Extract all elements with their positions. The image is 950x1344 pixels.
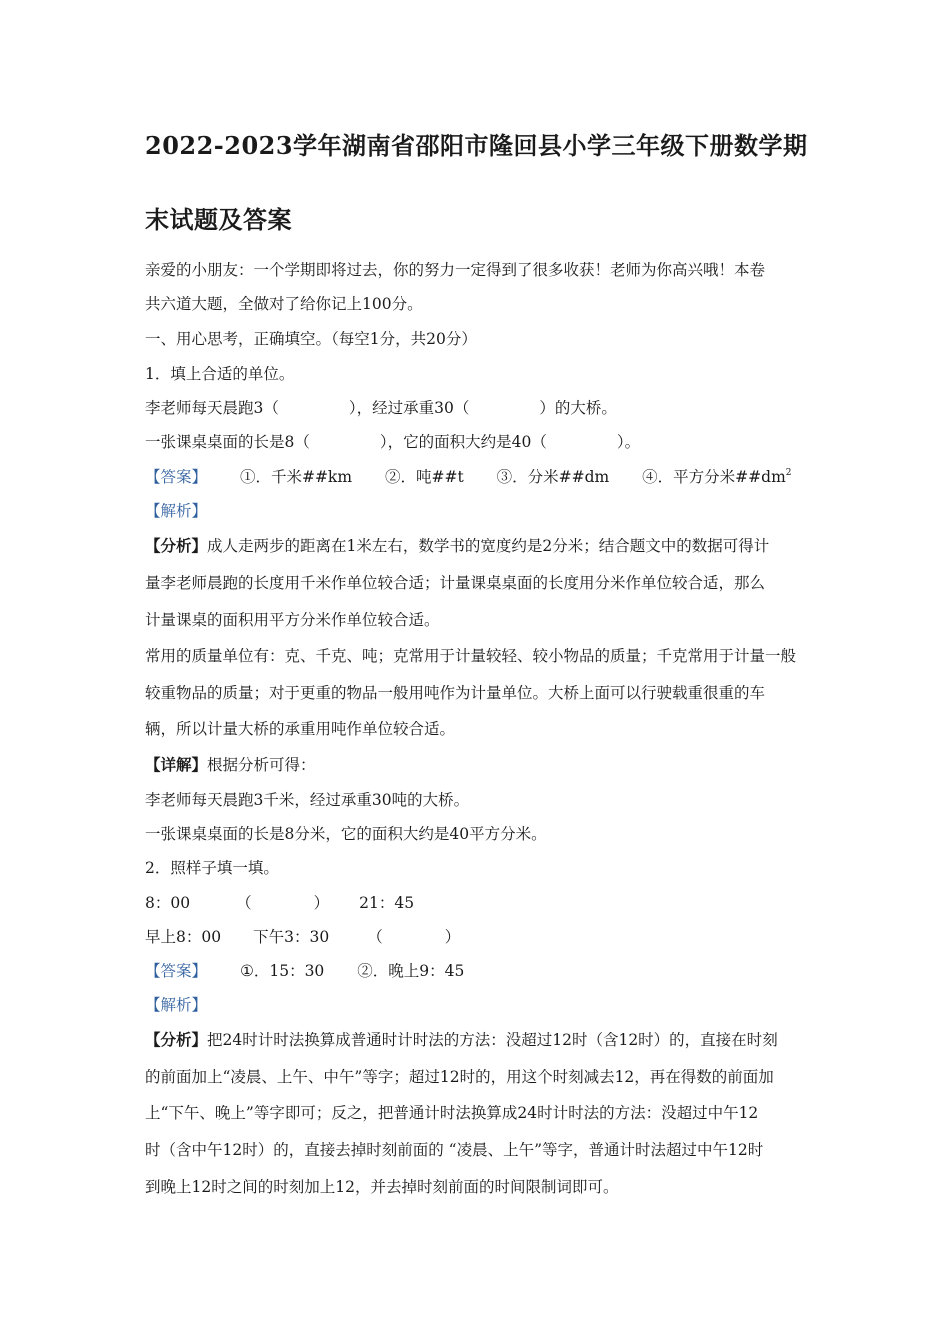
question-1-analysis-label: 【解析】 <box>145 502 208 520</box>
document-title-line-1: 2022-2023学年湖南省邵阳市隆回县小学三年级下册数学期 <box>145 131 808 160</box>
q2-fenxi-line-1 <box>145 1030 778 1050</box>
q1-fenxi-line-3: 计量课桌的面积用平方分米作单位较合适。 <box>145 611 440 629</box>
q2-fenxi-line-4: 时（含中午12时）的，直接去掉时刻前面的 “凌晨、上午”等字，普通计时法超过中午12时 <box>145 1141 764 1159</box>
q1-line2-part-a: 一张课桌桌面的长是8（ <box>145 433 310 451</box>
q1-fenxi-line-4: 常用的质量单位有：克、千克、吨；克常用于计量较轻、较小物品的质量；千克常用于计量一般 <box>145 647 797 665</box>
q1-line2-part-c: ）。 <box>616 433 641 451</box>
q1-xiangjie-text: 根据分析可得： <box>207 756 316 774</box>
answer-item-1: ①．15：30 <box>239 962 325 980</box>
q1-fenxi-text-1: 成人走两步的距离在1米左右，数学书的宽度约是2分米；结合题文中的数据可得计 <box>207 537 770 555</box>
q1-fenxi-line-5: 较重物品的质量；对于更重的物品一般用吨作为计量单位。大桥上面可以行驶载重很重的车 <box>145 684 766 702</box>
section-1-heading: 一、用心思考，正确填空。（每空1分，共20分） <box>145 330 477 348</box>
intro-line-2: 共六道大题，全做对了给你记上100分。 <box>145 295 423 313</box>
answer-item-1: ①．千米##km <box>239 468 353 486</box>
q1-xiangjie-line <box>145 755 316 775</box>
answer-label: 【答案】 <box>145 962 208 980</box>
fenxi-label: 【分析】 <box>145 1030 208 1049</box>
question-1-line-1 <box>145 398 617 418</box>
answer-item-4-superscript: 2 <box>785 468 792 478</box>
q1-result-line-1: 李老师每天晨跑3千米，经过承重30吨的大桥。 <box>145 791 470 809</box>
q1-fenxi-line-1 <box>145 536 769 556</box>
question-2-analysis-label: 【解析】 <box>145 996 208 1014</box>
answer-item-4: ④．平方分米##dm <box>642 468 786 486</box>
answer-label: 【答案】 <box>145 468 208 486</box>
q2-row2-open-paren: （ <box>367 928 383 946</box>
q2-row2-time: 早上8：00 <box>145 928 222 946</box>
answer-item-2: ②．吨##t <box>384 468 464 486</box>
document-title-line-2: 末试题及答案 <box>145 205 292 234</box>
question-2-row-1 <box>145 893 414 913</box>
question-2-answer <box>145 961 464 981</box>
answer-item-3: ③．分米##dm <box>496 468 610 486</box>
q1-fenxi-line-6: 辆，所以计量大桥的承重用吨作单位较合适。 <box>145 720 456 738</box>
q2-row1-open-paren: （ <box>236 894 252 912</box>
question-2-row-2 <box>145 927 460 947</box>
q1-line1-part-a: 李老师每天晨跑3（ <box>145 399 279 417</box>
q1-result-line-2: 一张课桌桌面的长是8分米，它的面积大约是40平方分米。 <box>145 825 547 843</box>
question-2-stem: 2．照样子填一填。 <box>145 859 279 877</box>
q1-line1-part-b: ），经过承重30（ <box>348 399 470 417</box>
question-1-stem: 1．填上合适的单位。 <box>145 365 295 383</box>
q2-row1-close-paren: ） <box>313 894 330 912</box>
q1-line1-part-c: ）的大桥。 <box>539 399 617 417</box>
q2-row2-time-2: 下午3：30 <box>253 928 330 946</box>
q1-fenxi-line-2: 量李老师晨跑的长度用千米作单位较合适；计量课桌桌面的长度用分米作单位较合适，那么 <box>145 574 766 592</box>
q2-row1-time-2: 21：45 <box>359 894 415 912</box>
xiangjie-label: 【详解】 <box>145 755 208 774</box>
q2-fenxi-line-2: 的前面加上“凌晨、上午、中午”等字；超过12时的，用这个时刻减去12，再在得数的前面加 <box>145 1068 774 1086</box>
q2-fenxi-line-5: 到晚上12时之间的时刻加上12，并去掉时刻前面的时间限制词即可。 <box>145 1178 619 1196</box>
fenxi-label: 【分析】 <box>145 536 208 555</box>
answer-item-2: ②．晚上9：45 <box>357 962 465 980</box>
question-1-line-2 <box>145 432 640 452</box>
q2-row2-close-paren: ） <box>444 928 461 946</box>
q2-row1-time: 8：00 <box>145 894 191 912</box>
q2-fenxi-text-1: 把24时计时法换算成普通时计时法的方法：没超过12时（含12时）的，直接在时刻 <box>207 1031 778 1049</box>
q1-line2-part-b: ），它的面积大约是40（ <box>379 433 547 451</box>
question-1-answer <box>145 467 792 487</box>
intro-line-1: 亲爱的小朋友：一个学期即将过去，你的努力一定得到了很多收获！老师为你高兴哦！本卷 <box>145 261 766 279</box>
q2-fenxi-line-3: 上“下午、晚上”等字即可；反之，把普通计时法换算成24时计时法的方法：没超过中午12 <box>145 1104 759 1122</box>
